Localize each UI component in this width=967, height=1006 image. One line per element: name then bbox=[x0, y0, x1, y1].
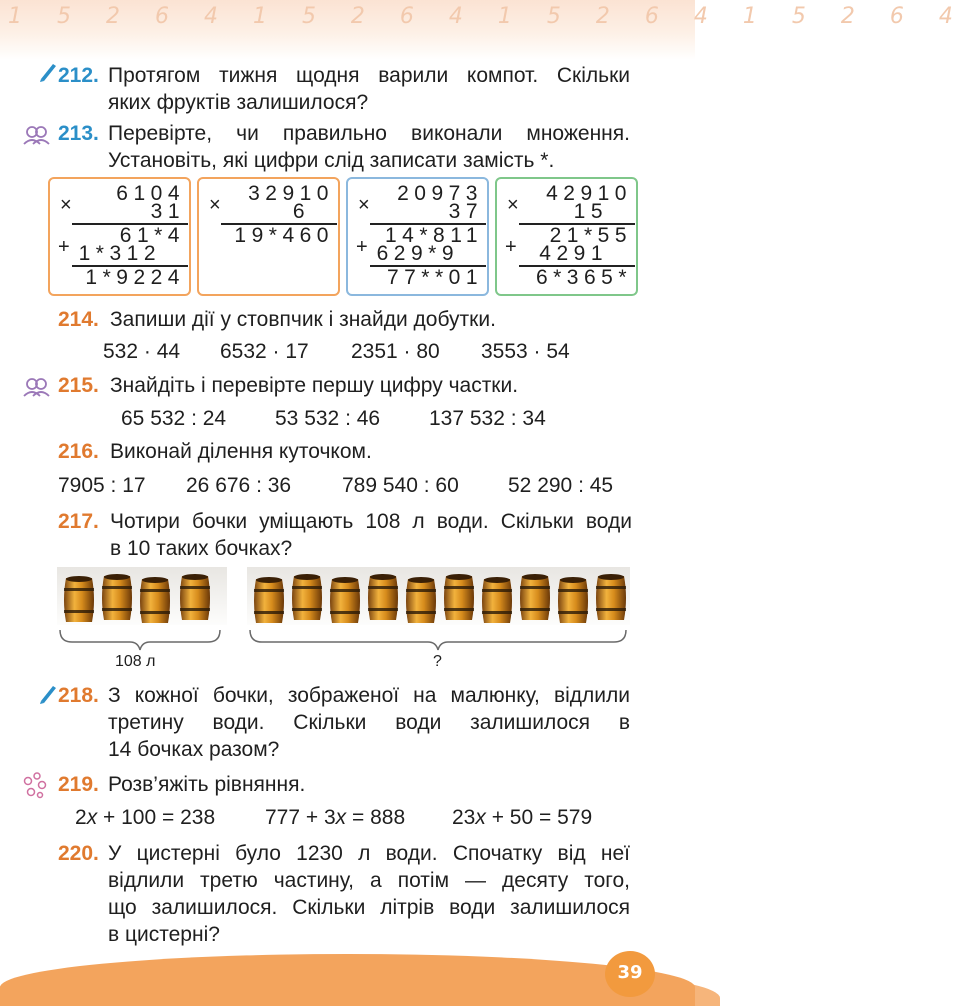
task-212-number: 212. bbox=[58, 64, 99, 87]
task-212-line2: яких фруктів залишилося? bbox=[108, 91, 369, 114]
task-220-line2: відлили третю частину, а потім — десяту того, bbox=[108, 869, 630, 892]
pencil-icon bbox=[38, 682, 58, 704]
task-216-number: 216. bbox=[58, 440, 99, 463]
mult-1-multiplier: 31 bbox=[150, 200, 185, 223]
eq1-var: x bbox=[86, 806, 98, 829]
task-217-number: 217. bbox=[58, 510, 99, 533]
mult-3-result: 77**01 bbox=[386, 266, 483, 289]
decorative-digits: 1 5 2 6 4 1 5 2 6 4 1 5 2 6 4 1 5 2 6 4 bbox=[8, 4, 967, 29]
task-215-line1: Знайдіть і перевірте першу цифру частки. bbox=[110, 374, 519, 397]
task-213-line1: Перевірте, чи правильно виконали множення. bbox=[108, 122, 630, 145]
brace-left bbox=[60, 630, 220, 650]
task-213-line2: Установіть, які цифри слід записати замість *. bbox=[108, 149, 555, 172]
times-sign: × bbox=[507, 194, 519, 216]
eq3-rest: + 50 = 579 bbox=[485, 806, 593, 829]
brace-label-left: 108 л bbox=[115, 653, 156, 670]
eq1-coef: 2 bbox=[75, 806, 87, 829]
eq3-var: x bbox=[475, 806, 486, 829]
mult-3-partial-1: 14*811 bbox=[384, 224, 483, 247]
task-214-expr-2: 6532 · 17 bbox=[220, 340, 309, 363]
task-217-line1: Чотири бочки уміщають 108 л води. Скільки води bbox=[110, 510, 632, 533]
task-220-line3: що залишилося. Скільки літрів води залишилося bbox=[108, 896, 630, 919]
task-216-expr-2: 26 676 : 36 bbox=[186, 474, 292, 497]
task-217-line2: в 10 таких бочках? bbox=[110, 537, 293, 560]
task-220-line4: в цистерні? bbox=[108, 923, 220, 946]
task-218-line1: З кожної бочки, зображеної на малюнку, відлили bbox=[108, 684, 630, 707]
task-215-expr-1: 65 532 : 24 bbox=[121, 407, 227, 430]
task-212-line1: Протягом тижня щодня варили компот. Скільки bbox=[108, 64, 630, 87]
task-216-expr-4: 52 290 : 45 bbox=[508, 474, 614, 497]
eq3-coef: 23 bbox=[452, 806, 476, 829]
task-215-expr-3: 137 532 : 34 bbox=[429, 407, 546, 430]
task-214-expr-4: 3553 · 54 bbox=[481, 340, 570, 363]
task-218-number: 218. bbox=[58, 684, 99, 707]
eq2-coef: 777 + 3 bbox=[265, 806, 336, 829]
task-219-number: 219. bbox=[58, 773, 99, 796]
eq2-rest: = 888 bbox=[346, 806, 406, 829]
mult-4-partial-1: 21*55 bbox=[549, 224, 632, 247]
task-215-number: 215. bbox=[58, 374, 99, 397]
mult-4-multiplicand: 42910 bbox=[546, 182, 632, 205]
task-214-line1: Запиши дії у стовпчик і знайди добутки. bbox=[110, 308, 496, 331]
mult-1-partial-1: 61*4 bbox=[119, 224, 185, 247]
task-215-expr-2: 53 532 : 46 bbox=[275, 407, 381, 430]
equation-1 bbox=[75, 804, 215, 831]
task-218-line2: третину води. Скільки води залишилося в bbox=[108, 711, 630, 734]
equation-3 bbox=[452, 804, 592, 831]
mult-4-partial-2: 4291 bbox=[539, 242, 608, 265]
mult-4-result: 6*365* bbox=[535, 266, 632, 289]
task-216-expr-3: 789 540 : 60 bbox=[342, 474, 459, 497]
mult-3-partial-2: 629*9 bbox=[376, 242, 459, 265]
eq2-var: x bbox=[335, 806, 347, 829]
brace-label-right: ? bbox=[433, 653, 442, 670]
task-218-line3: 14 бочках разом? bbox=[108, 738, 280, 761]
page-number: 39 bbox=[617, 962, 643, 983]
equation-2 bbox=[265, 804, 405, 831]
mult-2-multiplicand: 32910 bbox=[248, 182, 334, 205]
task-214-expr-1: 532 · 44 bbox=[103, 340, 181, 363]
mult-1-result: 1*9224 bbox=[85, 266, 185, 289]
eq1-rest: + 100 = 238 bbox=[97, 806, 216, 829]
mult-1-multiplicand: 6104 bbox=[116, 182, 185, 205]
mult-1-partial-2: 1*312 bbox=[78, 242, 161, 265]
times-sign: × bbox=[358, 194, 370, 216]
dots-icon bbox=[22, 772, 48, 800]
task-220-number: 220. bbox=[58, 842, 99, 865]
plus-sign: + bbox=[505, 236, 517, 258]
task-219-line1: Розв’яжіть рівняння. bbox=[108, 773, 306, 796]
mult-2-multiplier: 6 bbox=[292, 200, 310, 223]
times-sign: × bbox=[60, 194, 72, 216]
mult-4-multiplier: 15 bbox=[573, 200, 608, 223]
times-sign: × bbox=[209, 194, 221, 216]
plus-sign: + bbox=[58, 236, 70, 258]
mult-2-result: 19*460 bbox=[234, 224, 334, 247]
task-216-expr-1: 7905 : 17 bbox=[58, 474, 146, 497]
brace-right bbox=[250, 630, 626, 650]
task-214-expr-3: 2351 · 80 bbox=[351, 340, 440, 363]
plus-sign: + bbox=[356, 236, 368, 258]
mult-3-multiplicand: 20973 bbox=[397, 182, 483, 205]
task-216-line1: Виконай ділення куточком. bbox=[110, 440, 372, 463]
task-220-line1: У цистерні було 1230 л води. Спочатку від неї bbox=[108, 842, 630, 865]
mult-3-multiplier: 37 bbox=[448, 200, 483, 223]
task-214-number: 214. bbox=[58, 308, 99, 331]
task-213-number: 213. bbox=[58, 122, 99, 145]
